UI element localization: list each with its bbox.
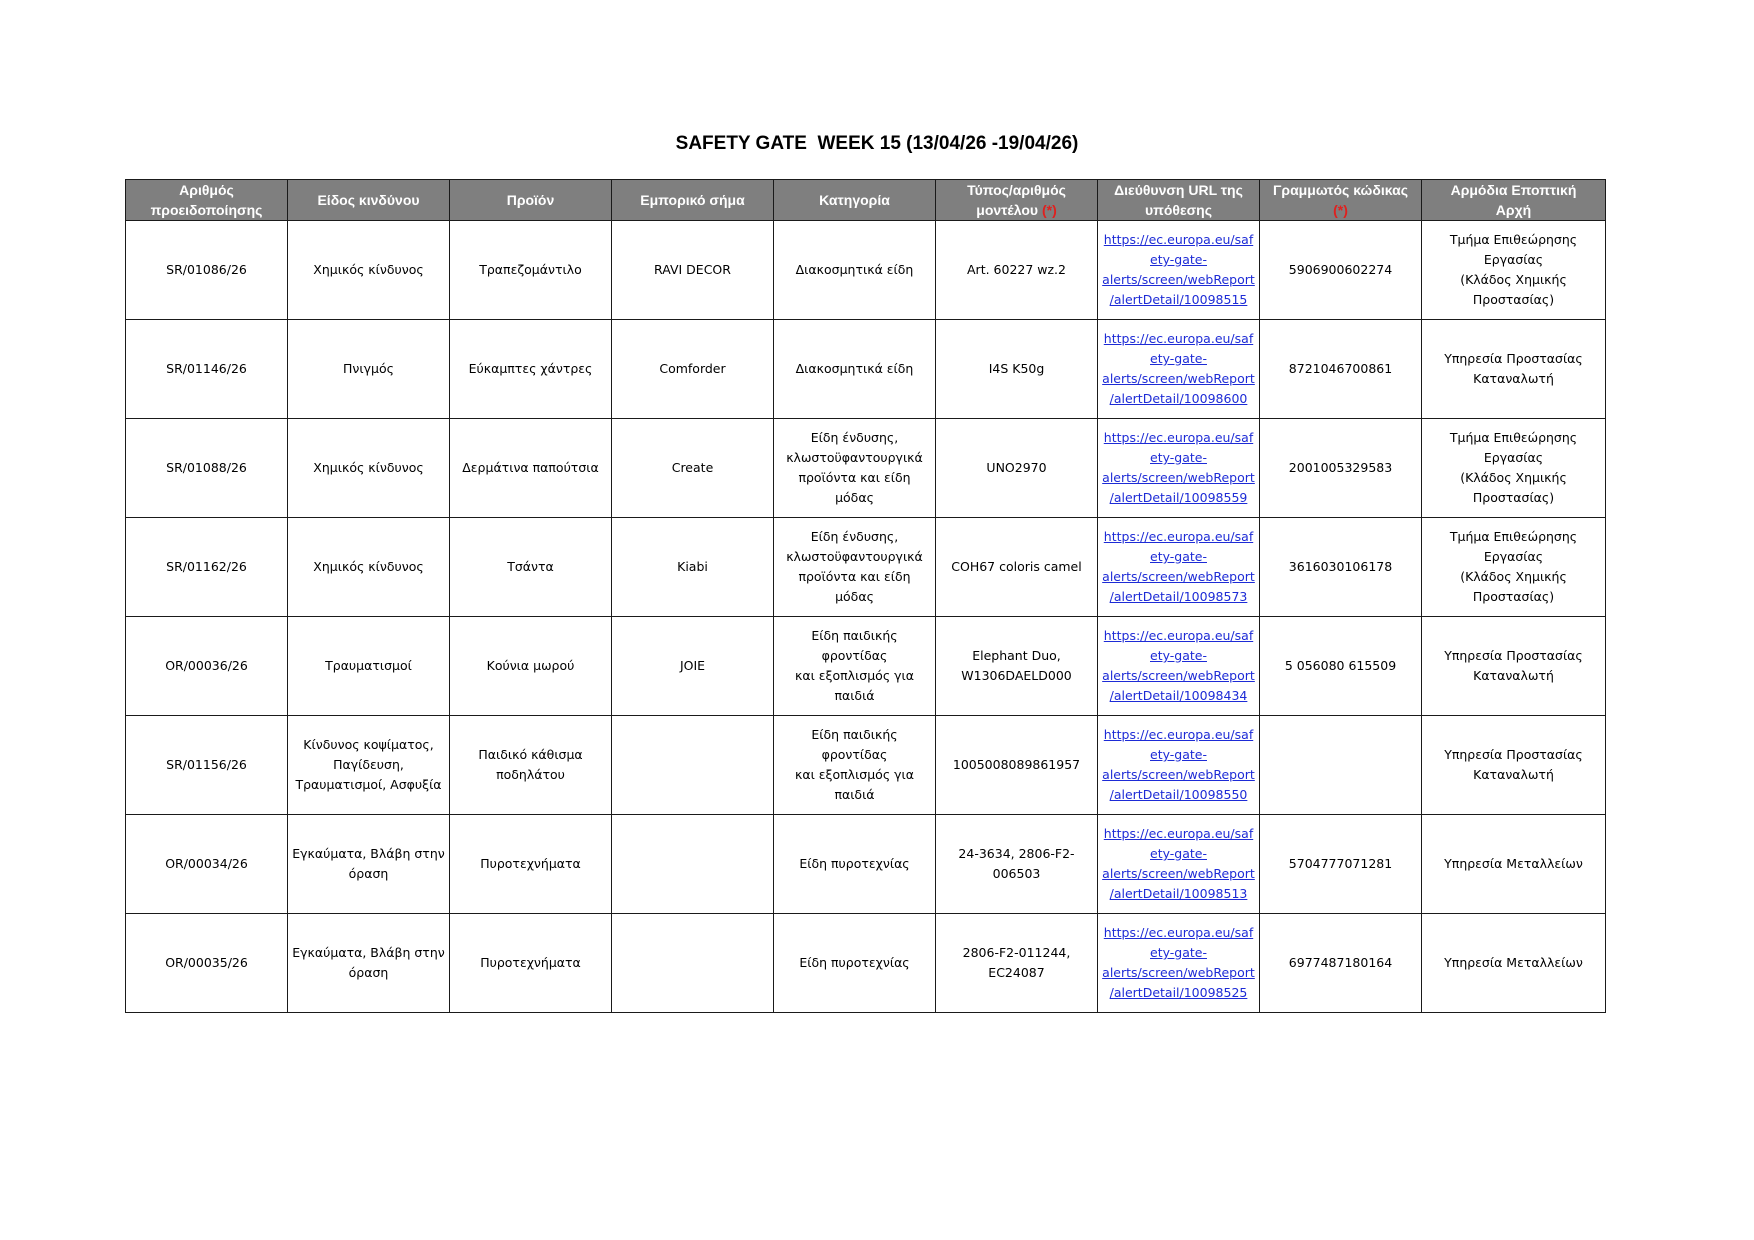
cell-text-line: 2806-F2-011244,: [962, 945, 1071, 960]
cell-text-line: παιδιά: [834, 688, 875, 703]
cell-authority: [1422, 617, 1606, 716]
cell-category: [774, 518, 936, 617]
cell-brand: [612, 914, 774, 1013]
table-row: [126, 815, 1606, 914]
cell-text-line: Καταναλωτή: [1473, 767, 1554, 782]
alerts-table-body: [126, 221, 1606, 1013]
cell-brand: [612, 815, 774, 914]
alert-url-link-line[interactable]: ety-gate-: [1150, 846, 1207, 861]
table-header-row: [126, 180, 1606, 221]
cell-authority: Υπηρεσία Μεταλλείων: [1422, 815, 1606, 914]
cell-text-line: Είδη ένδυσης,: [810, 430, 899, 445]
cell-text-line: όραση: [348, 965, 389, 980]
cell-url[interactable]: [1098, 914, 1260, 1013]
cell-barcode: 5906900602274: [1260, 221, 1422, 320]
cell-text-line: Elephant Duo,: [972, 648, 1061, 663]
cell-text-line: Εγκαύματα, Βλάβη στην: [292, 945, 445, 960]
cell-category: Είδη πυροτεχνίας: [774, 914, 936, 1013]
header-model: Τύπος/αριθμός μοντέλου (*): [936, 180, 1098, 221]
cell-category: Διακοσμητικά είδη: [774, 221, 936, 320]
alert-url-link-line[interactable]: alerts/screen/webReport: [1102, 371, 1255, 386]
alert-url-link-line[interactable]: https://ec.europa.eu/saf: [1103, 529, 1254, 544]
cell-text-line: Υπηρεσία Προστασίας: [1444, 648, 1583, 663]
cell-product: Δερμάτινα παπούτσια: [450, 419, 612, 518]
cell-text-line: Παγίδευση,: [333, 757, 404, 772]
alert-url-link-line[interactable]: /alertDetail/10098573: [1109, 589, 1248, 604]
header-category: Κατηγορία: [774, 180, 936, 221]
cell-product: [450, 716, 612, 815]
cell-text-line: EC24087: [988, 965, 1045, 980]
cell-text-line: Τραυματισμοί, Ασφυξία: [295, 777, 442, 792]
cell-text-line: 006503: [992, 866, 1041, 881]
cell-url[interactable]: [1098, 221, 1260, 320]
cell-barcode: 6977487180164: [1260, 914, 1422, 1013]
cell-product: Εύκαμπτες χάντρες: [450, 320, 612, 419]
cell-barcode: 8721046700861: [1260, 320, 1422, 419]
cell-model: [936, 914, 1098, 1013]
document-title: SAFETY GATE WEEK 15 (13/04/26 -19/04/26): [675, 133, 1079, 154]
table-row: [126, 617, 1606, 716]
header-risk-type: Είδος κινδύνου: [288, 180, 450, 221]
alert-url-link-line[interactable]: ety-gate-: [1150, 252, 1207, 267]
alert-url-link-line[interactable]: ety-gate-: [1150, 351, 1207, 366]
cell-risk-type: [288, 914, 450, 1013]
alert-url-link-line[interactable]: ety-gate-: [1150, 648, 1207, 663]
alert-url-link-line[interactable]: https://ec.europa.eu/saf: [1103, 331, 1254, 346]
header-authority: Αρμόδια Εποπτική Αρχή: [1422, 180, 1606, 221]
cell-text-line: Είδη παιδικής φροντίδας: [811, 628, 898, 663]
cell-model: [936, 617, 1098, 716]
cell-url[interactable]: [1098, 617, 1260, 716]
cell-risk-type: Χημικός κίνδυνος: [288, 221, 450, 320]
alert-url-link-line[interactable]: alerts/screen/webReport: [1102, 866, 1255, 881]
cell-alert-number: SR/01086/26: [126, 221, 288, 320]
cell-authority: Υπηρεσία Μεταλλείων: [1422, 914, 1606, 1013]
cell-alert-number: SR/01088/26: [126, 419, 288, 518]
cell-brand: Comforder: [612, 320, 774, 419]
cell-text-line: Εγκαύματα, Βλάβη στην: [292, 846, 445, 861]
cell-text-line: Είδη παιδικής φροντίδας: [811, 727, 898, 762]
cell-text-line: κλωστοϋφαντουργικά: [786, 450, 923, 465]
alert-url-link-line[interactable]: alerts/screen/webReport: [1102, 767, 1255, 782]
cell-url[interactable]: [1098, 815, 1260, 914]
header-url: Διεύθυνση URL της υπόθεσης: [1098, 180, 1260, 221]
cell-category: [774, 617, 936, 716]
cell-product: Τραπεζομάντιλο: [450, 221, 612, 320]
alert-url-link-line[interactable]: /alertDetail/10098434: [1109, 688, 1248, 703]
cell-text-line: (Κλάδος Χημικής: [1460, 470, 1567, 485]
header-alert-number: Αριθμός προειδοποίησης: [126, 180, 288, 221]
cell-alert-number: SR/01156/26: [126, 716, 288, 815]
table-row: [126, 518, 1606, 617]
cell-text-line: προϊόντα και είδη μόδας: [798, 470, 911, 505]
cell-text-line: Εργασίας: [1483, 252, 1544, 267]
cell-text-line: Καταναλωτή: [1473, 668, 1554, 683]
cell-text-line: όραση: [348, 866, 389, 881]
alert-url-link-line[interactable]: https://ec.europa.eu/saf: [1103, 232, 1254, 247]
cell-model: I4S K50g: [936, 320, 1098, 419]
cell-url[interactable]: [1098, 518, 1260, 617]
alerts-table: [125, 179, 1606, 1013]
alert-url-link-line[interactable]: https://ec.europa.eu/saf: [1103, 925, 1254, 940]
cell-authority: [1422, 221, 1606, 320]
table-row: [126, 221, 1606, 320]
cell-text-line: Υπηρεσία Προστασίας: [1444, 351, 1583, 366]
cell-text-line: Είδη ένδυσης,: [810, 529, 899, 544]
cell-text-line: 24-3634, 2806-F2-: [958, 846, 1075, 861]
cell-text-line: Παιδικό κάθισμα: [478, 747, 583, 762]
cell-text-line: ποδηλάτου: [496, 767, 565, 782]
cell-barcode: 2001005329583: [1260, 419, 1422, 518]
cell-brand: Create: [612, 419, 774, 518]
alert-url-link-line[interactable]: /alertDetail/10098525: [1109, 985, 1248, 1000]
cell-text-line: Προστασίας): [1472, 292, 1555, 307]
cell-text-line: Υπηρεσία Προστασίας: [1444, 747, 1583, 762]
cell-risk-type: Πνιγμός: [288, 320, 450, 419]
alert-url-link-line[interactable]: ety-gate-: [1150, 450, 1207, 465]
alert-url-link-line[interactable]: alerts/screen/webReport: [1102, 470, 1255, 485]
cell-brand: JOIE: [612, 617, 774, 716]
cell-product: Πυροτεχνήματα: [450, 914, 612, 1013]
cell-text-line: κλωστοϋφαντουργικά: [786, 549, 923, 564]
cell-product: Πυροτεχνήματα: [450, 815, 612, 914]
cell-category: Διακοσμητικά είδη: [774, 320, 936, 419]
alert-url-link-line[interactable]: /alertDetail/10098600: [1109, 391, 1248, 406]
cell-model: 1005008089861957: [936, 716, 1098, 815]
cell-risk-type: Χημικός κίνδυνος: [288, 518, 450, 617]
cell-text-line: προϊόντα και είδη μόδας: [798, 569, 911, 604]
cell-category: [774, 419, 936, 518]
table-row: [126, 419, 1606, 518]
cell-risk-type: [288, 815, 450, 914]
alert-url-link-line[interactable]: ety-gate-: [1150, 549, 1207, 564]
cell-barcode: 5704777071281: [1260, 815, 1422, 914]
required-asterisk: (*): [1041, 202, 1057, 218]
cell-text-line: Τμήμα Επιθεώρησης: [1449, 529, 1578, 544]
cell-alert-number: OR/00034/26: [126, 815, 288, 914]
cell-alert-number: OR/00035/26: [126, 914, 288, 1013]
cell-text-line: Προστασίας): [1472, 490, 1555, 505]
cell-text-line: Καταναλωτή: [1473, 371, 1554, 386]
alert-url-link-line[interactable]: https://ec.europa.eu/saf: [1103, 628, 1254, 643]
cell-risk-type: Τραυματισμοί: [288, 617, 450, 716]
cell-text-line: και εξοπλισμός για: [794, 668, 915, 683]
header-barcode: Γραμμωτός κώδικας (*): [1260, 180, 1422, 221]
alert-url-link-line[interactable]: ety-gate-: [1150, 945, 1207, 960]
cell-brand: [612, 716, 774, 815]
cell-text-line: (Κλάδος Χημικής: [1460, 569, 1567, 584]
table-row: [126, 320, 1606, 419]
cell-text-line: Κίνδυνος κοψίματος,: [303, 737, 434, 752]
cell-model: UNO2970: [936, 419, 1098, 518]
alert-url-link-line[interactable]: https://ec.europa.eu/saf: [1103, 826, 1254, 841]
header-product: Προϊόν: [450, 180, 612, 221]
cell-product: Τσάντα: [450, 518, 612, 617]
cell-category: Είδη πυροτεχνίας: [774, 815, 936, 914]
table-row: [126, 914, 1606, 1013]
cell-text-line: (Κλάδος Χημικής: [1460, 272, 1567, 287]
cell-barcode: [1260, 716, 1422, 815]
alert-url-link-line[interactable]: alerts/screen/webReport: [1102, 965, 1255, 980]
cell-authority: [1422, 320, 1606, 419]
cell-text-line: Τμήμα Επιθεώρησης: [1449, 232, 1578, 247]
cell-alert-number: OR/00036/26: [126, 617, 288, 716]
cell-risk-type: Χημικός κίνδυνος: [288, 419, 450, 518]
cell-category: [774, 716, 936, 815]
alert-url-link-line[interactable]: https://ec.europa.eu/saf: [1103, 430, 1254, 445]
cell-barcode: 5 056080 615509: [1260, 617, 1422, 716]
cell-text-line: Προστασίας): [1472, 589, 1555, 604]
cell-text-line: παιδιά: [834, 787, 875, 802]
cell-model: Art. 60227 wz.2: [936, 221, 1098, 320]
table-row: [126, 716, 1606, 815]
alert-url-link-line[interactable]: ety-gate-: [1150, 747, 1207, 762]
alert-url-link-line[interactable]: /alertDetail/10098513: [1109, 886, 1248, 901]
cell-text-line: W1306DAELD000: [961, 668, 1072, 683]
header-brand: Εμπορικό σήμα: [612, 180, 774, 221]
alert-url-link-line[interactable]: /alertDetail/10098515: [1109, 292, 1248, 307]
alert-url-link-line[interactable]: /alertDetail/10098559: [1109, 490, 1248, 505]
cell-brand: RAVI DECOR: [612, 221, 774, 320]
cell-brand: Kiabi: [612, 518, 774, 617]
cell-risk-type: [288, 716, 450, 815]
cell-url[interactable]: [1098, 320, 1260, 419]
cell-product: Κούνια μωρού: [450, 617, 612, 716]
cell-url[interactable]: [1098, 716, 1260, 815]
cell-alert-number: SR/01146/26: [126, 320, 288, 419]
alert-url-link-line[interactable]: /alertDetail/10098550: [1109, 787, 1248, 802]
cell-authority: [1422, 518, 1606, 617]
required-asterisk: (*): [1333, 202, 1348, 218]
cell-authority: [1422, 716, 1606, 815]
cell-model: COH67 coloris camel: [936, 518, 1098, 617]
alert-url-link-line[interactable]: alerts/screen/webReport: [1102, 668, 1255, 683]
cell-text-line: Εργασίας: [1483, 549, 1544, 564]
cell-text-line: Εργασίας: [1483, 450, 1544, 465]
cell-url[interactable]: [1098, 419, 1260, 518]
alert-url-link-line[interactable]: alerts/screen/webReport: [1102, 272, 1255, 287]
cell-model: [936, 815, 1098, 914]
cell-barcode: 3616030106178: [1260, 518, 1422, 617]
cell-alert-number: SR/01162/26: [126, 518, 288, 617]
alert-url-link-line[interactable]: alerts/screen/webReport: [1102, 569, 1255, 584]
alert-url-link-line[interactable]: https://ec.europa.eu/saf: [1103, 727, 1254, 742]
cell-text-line: Τμήμα Επιθεώρησης: [1449, 430, 1578, 445]
cell-authority: [1422, 419, 1606, 518]
cell-text-line: και εξοπλισμός για: [794, 767, 915, 782]
